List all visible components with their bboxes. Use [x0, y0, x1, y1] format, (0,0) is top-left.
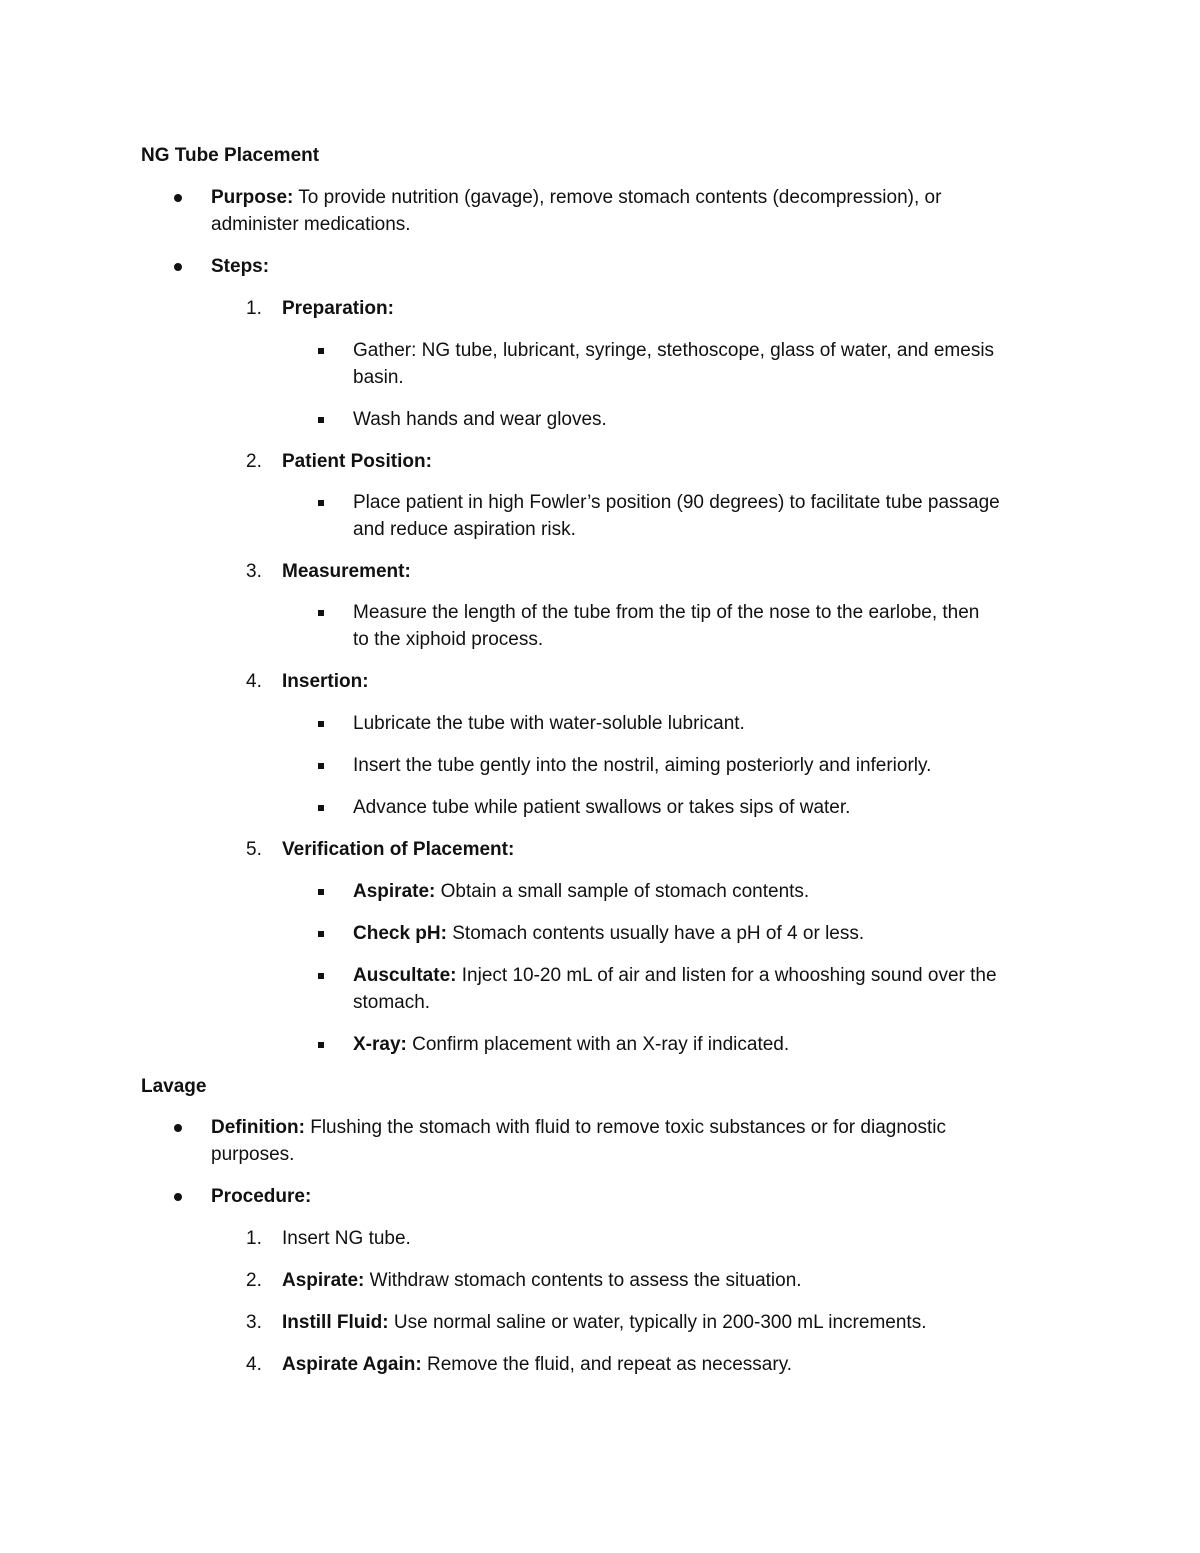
procedure-step-label: Aspirate: [282, 1270, 365, 1291]
procedure-number: 2. [246, 1270, 262, 1291]
procedure-number: 4. [246, 1354, 262, 1375]
square-bullet-icon [317, 920, 327, 947]
purpose-text: To provide nutrition (gavage), remove stomach contents (decompression), or [298, 187, 942, 208]
step-number: 5. [246, 839, 262, 860]
list-item [353, 1031, 1063, 1058]
item-label: Check pH: [353, 923, 447, 944]
procedure-number: 1. [246, 1228, 262, 1249]
list-item: Gather: NG tube, lubricant, syringe, stethoscope, glass of water, and emesis [353, 340, 995, 361]
bullet-icon [173, 1183, 185, 1210]
procedure-step-text: Remove the fluid, and repeat as necessary. [421, 1354, 793, 1375]
square-bullet-icon [317, 406, 327, 433]
list-item: Insert the tube gently into the nostril, aiming posteriorly and inferiorly. [353, 755, 932, 776]
square-bullet-icon [317, 599, 327, 626]
section-title-lavage: Lavage [141, 1076, 207, 1097]
item-label: Auscultate: [353, 965, 457, 986]
list-item [353, 920, 1063, 947]
list-item-continued: to the xiphoid process. [353, 629, 544, 650]
procedure-step-label: Aspirate Again: [282, 1354, 422, 1375]
item-label: X-ray: [353, 1034, 407, 1055]
item-text: Obtain a small sample of stomach contents. [435, 881, 810, 902]
definition-item [211, 1114, 1041, 1141]
bullet-icon [173, 184, 185, 211]
definition-label: Definition: [211, 1117, 305, 1138]
list-item-continued: stomach. [353, 992, 431, 1013]
procedure-step-text: Use normal saline or water, typically in 200-300 mL increments. [388, 1312, 927, 1333]
step-label: Insertion: [282, 671, 369, 692]
definition-text-line2: purposes. [211, 1144, 295, 1165]
procedure-number: 3. [246, 1312, 262, 1333]
square-bullet-icon [317, 962, 327, 989]
list-item: Wash hands and wear gloves. [353, 409, 607, 430]
list-item-continued: basin. [353, 367, 404, 388]
procedure-step [282, 1267, 1062, 1294]
steps-label: Steps: [211, 256, 270, 277]
purpose-text-line2: administer medications. [211, 214, 411, 235]
purpose-item [211, 184, 1041, 211]
procedure-step [282, 1351, 1062, 1378]
list-item [353, 962, 1063, 989]
square-bullet-icon [317, 1031, 327, 1058]
square-bullet-icon [317, 794, 327, 821]
step-number: 1. [246, 298, 262, 319]
list-item: Place patient in high Fowler’s position (90 degrees) to facilitate tube passage [353, 492, 1000, 513]
step-label: Measurement: [282, 561, 411, 582]
square-bullet-icon [317, 878, 327, 905]
item-text: Inject 10-20 mL of air and listen for a whooshing sound over the [456, 965, 997, 986]
step-number: 3. [246, 561, 262, 582]
definition-text: Flushing the stomach with fluid to remove toxic substances or for diagnostic [304, 1117, 946, 1138]
section-title-ng-tube: NG Tube Placement [141, 145, 320, 166]
list-item: Lubricate the tube with water-soluble lubricant. [353, 713, 745, 734]
list-item: Measure the length of the tube from the tip of the nose to the earlobe, then [353, 602, 980, 623]
step-label: Preparation: [282, 298, 394, 319]
procedure-label: Procedure: [211, 1186, 312, 1207]
square-bullet-icon [317, 337, 327, 364]
procedure-step [282, 1309, 1062, 1336]
item-text: Confirm placement with an X-ray if indicated. [406, 1034, 790, 1055]
square-bullet-icon [317, 710, 327, 737]
purpose-label: Purpose: [211, 187, 294, 208]
procedure-step-text: Insert NG tube. [282, 1228, 411, 1249]
step-number: 2. [246, 451, 262, 472]
step-number: 4. [246, 671, 262, 692]
procedure-step-label: Instill Fluid: [282, 1312, 389, 1333]
bullet-icon [173, 1114, 185, 1141]
step-label: Patient Position: [282, 451, 432, 472]
square-bullet-icon [317, 752, 327, 779]
step-label: Verification of Placement: [282, 839, 515, 860]
bullet-icon [173, 253, 185, 280]
list-item: Advance tube while patient swallows or takes sips of water. [353, 797, 851, 818]
procedure-step-text: Withdraw stomach contents to assess the situation. [364, 1270, 802, 1291]
square-bullet-icon [317, 489, 327, 516]
list-item-continued: and reduce aspiration risk. [353, 519, 576, 540]
list-item [353, 878, 1063, 905]
procedure-step [282, 1225, 1062, 1252]
item-text: Stomach contents usually have a pH of 4 or less. [446, 923, 865, 944]
item-label: Aspirate: [353, 881, 436, 902]
